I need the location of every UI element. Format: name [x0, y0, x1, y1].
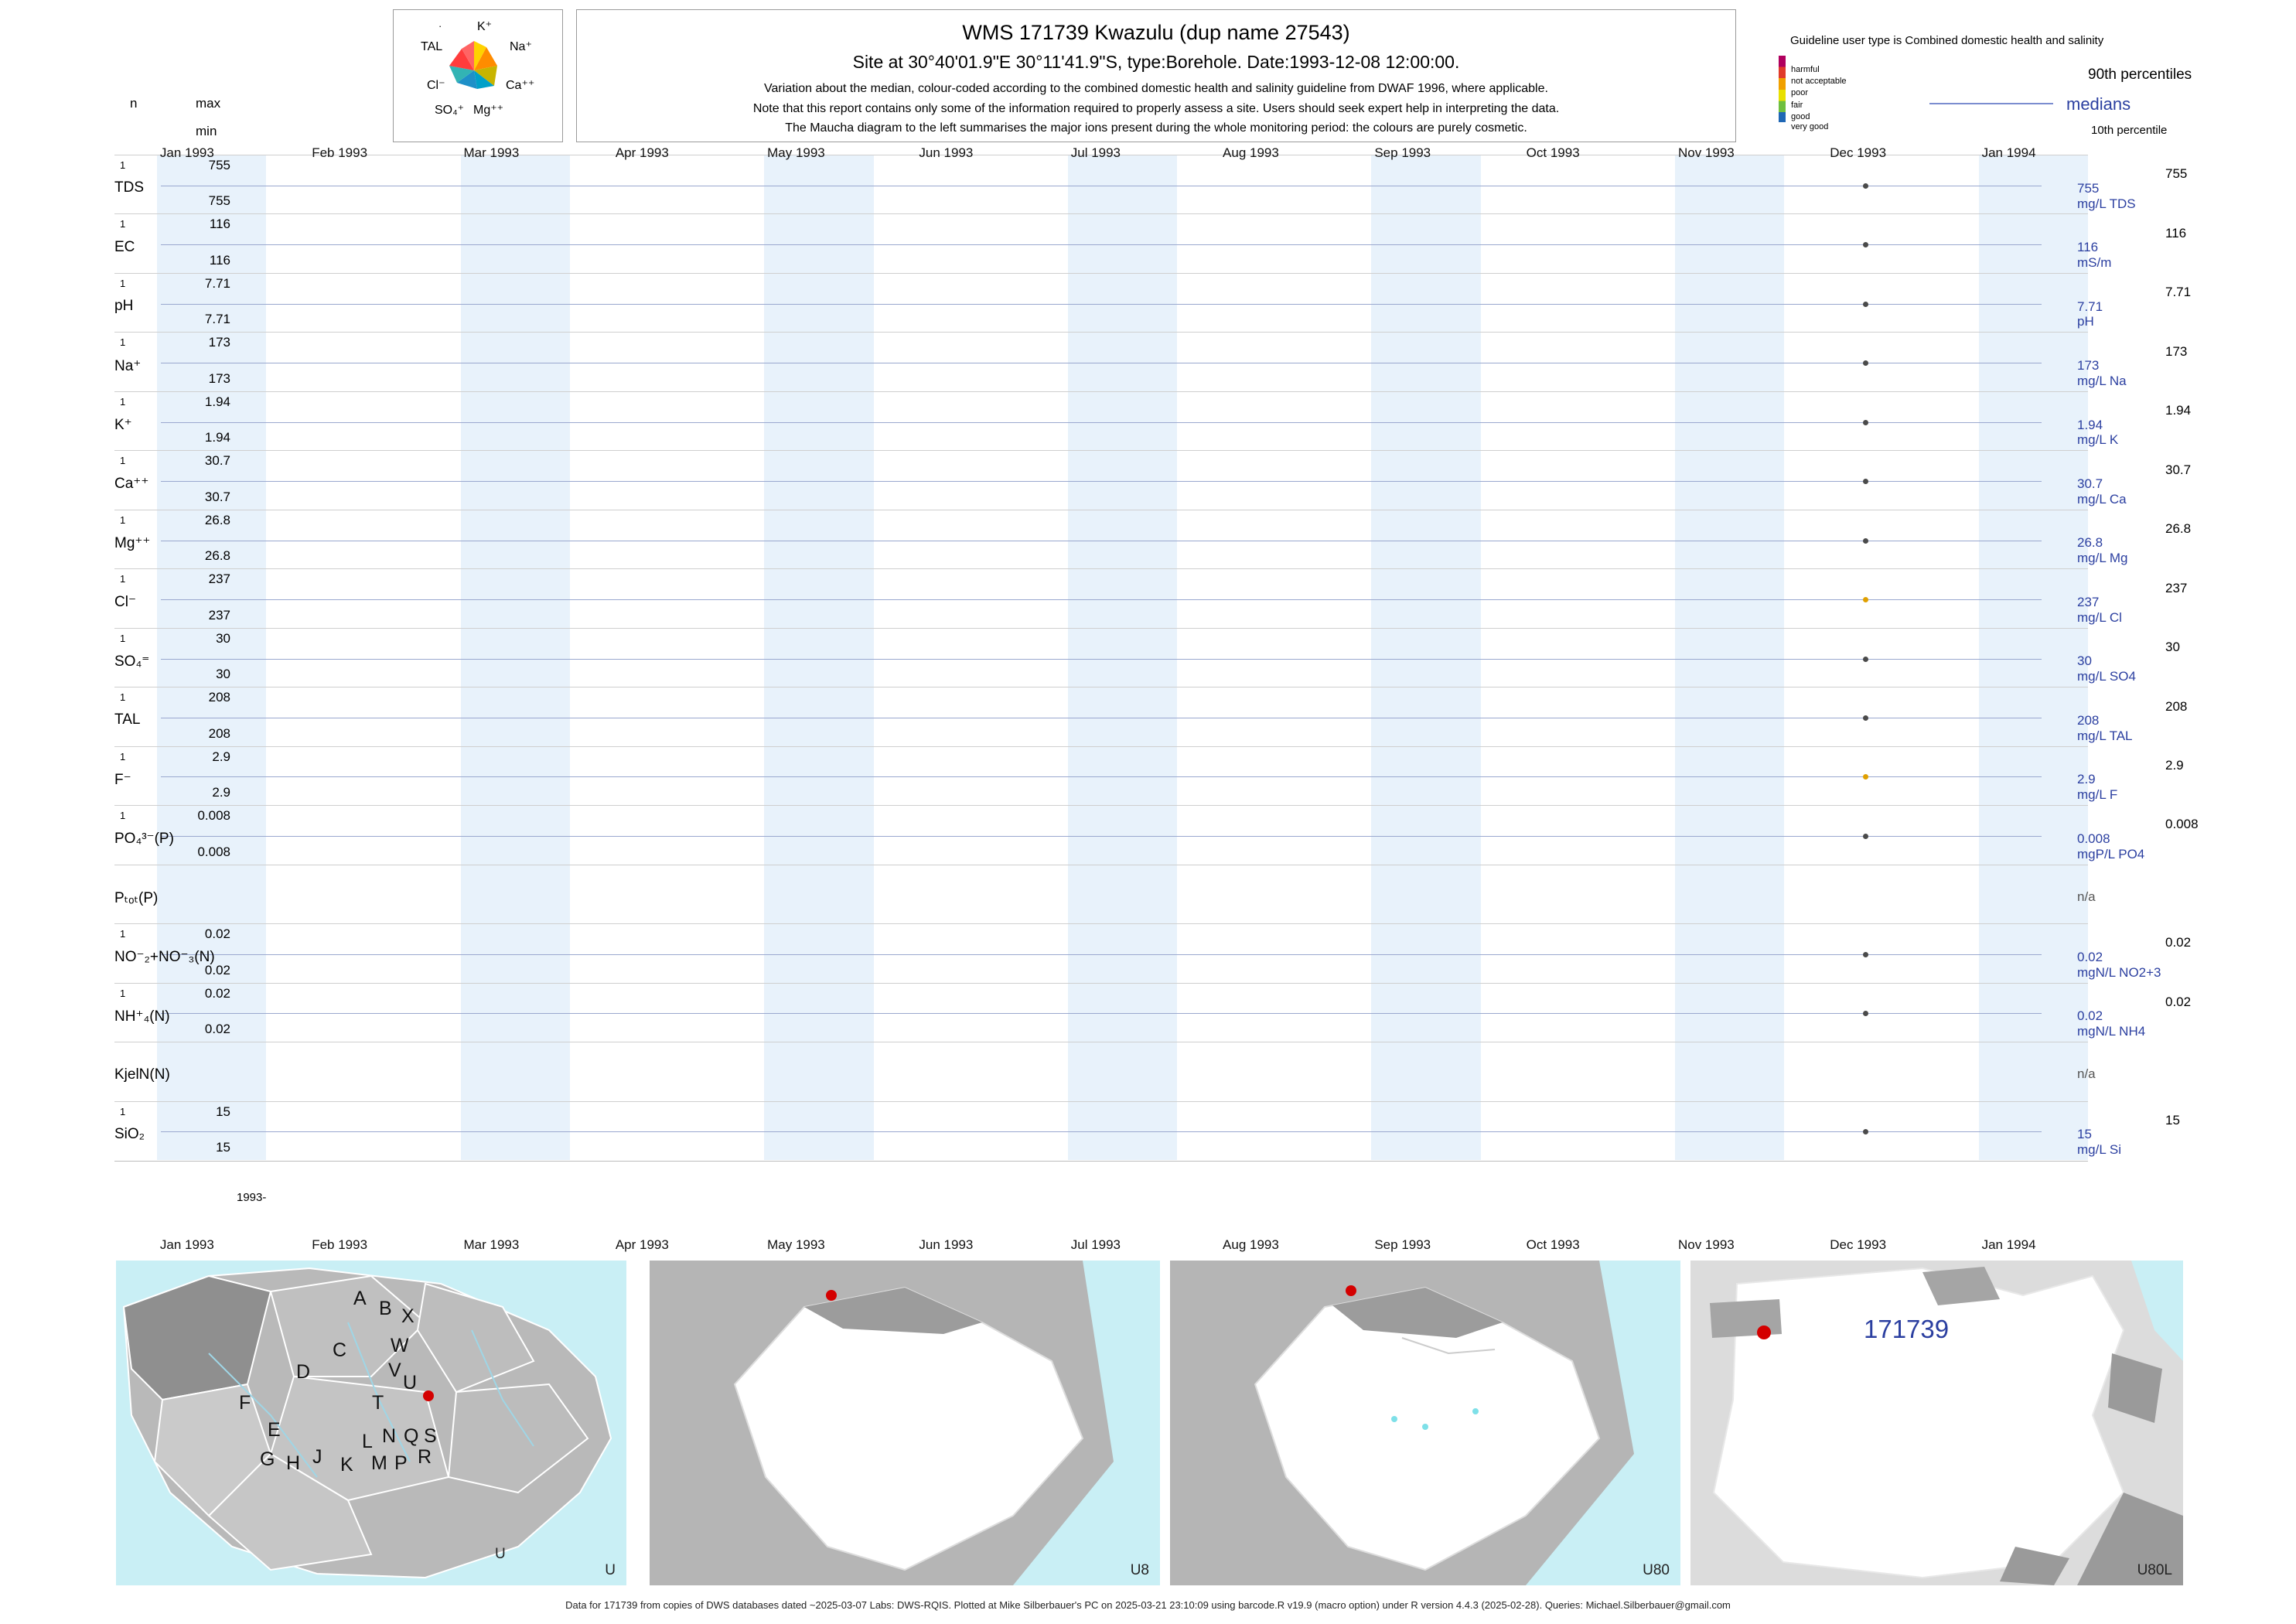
median-line [161, 1013, 2042, 1014]
svg-text:TAL: TAL [421, 40, 443, 53]
map-letter-V: V [388, 1360, 401, 1381]
variable-name: Ca⁺⁺ [114, 476, 149, 493]
variable-min: 755 [208, 193, 230, 209]
month-label-top: Jan 1993 [159, 145, 214, 160]
svg-text:·: · [438, 20, 442, 32]
maucha-diagram-box [393, 9, 563, 142]
month-label-top: Feb 1993 [312, 145, 368, 160]
median-line [161, 1131, 2042, 1132]
map-tertiary-svg [1170, 1261, 1680, 1585]
legend-label-good: good [1791, 112, 1810, 121]
variable-percentile-value: 30.7 [2165, 462, 2192, 477]
variable-median-value: 0.008 [2077, 831, 2110, 846]
variable-count: 1 [120, 218, 126, 230]
variable-percentile-value: 116 [2165, 225, 2187, 241]
site-marker [423, 1390, 434, 1401]
month-band [157, 155, 266, 1160]
variable-count: 1 [120, 277, 126, 289]
svg-text:SO₄⁺: SO₄⁺ [435, 104, 465, 117]
variable-count: 1 [120, 928, 126, 940]
month-band [764, 155, 873, 1160]
variable-median-value: 2.9 [2077, 772, 2096, 787]
month-band [1371, 155, 1480, 1160]
variable-percentile-value: 208 [2165, 698, 2188, 714]
month-label-bottom: May 1993 [767, 1237, 825, 1252]
row-separator [114, 628, 2088, 629]
variable-min: 2.9 [212, 785, 230, 800]
variable-count: 1 [120, 455, 126, 467]
map-code-U80L: U80L [2137, 1562, 2172, 1578]
map-letter-X: X [401, 1305, 415, 1327]
variable-median-value: 237 [2077, 594, 2100, 609]
variable-max: 208 [208, 690, 230, 705]
variable-unit: mg/L Ca [2077, 491, 2127, 507]
variable-max: 30 [216, 630, 230, 646]
note-line-2: Note that this report contains only some of the information required to properly assess a site. Users should seek expert help in interpreting the data. [752, 101, 1560, 115]
variable-min: 7.71 [204, 312, 230, 327]
variable-min: 0.02 [204, 962, 230, 977]
variable-name: SiO₂ [114, 1125, 145, 1142]
variable-percentile-value: 15 [2165, 1112, 2180, 1128]
variable-name: Pₜₒₜ(P) [114, 889, 159, 906]
variable-unit: mgN/L NH4 [2077, 1024, 2146, 1039]
variable-unit: mg/L F [2077, 787, 2118, 803]
legend-label-poor: poor [1791, 88, 1809, 97]
variable-name: pH [114, 298, 134, 315]
median-line [161, 244, 2042, 245]
variable-percentile-value: 7.71 [2165, 285, 2192, 300]
variable-max: 30.7 [204, 453, 230, 469]
month-label-top: Apr 1993 [615, 145, 669, 160]
variable-unit: mg/L Cl [2077, 609, 2122, 625]
median-line [161, 776, 2042, 777]
map-letter-U: U [403, 1372, 418, 1394]
svg-text:Mg⁺⁺: Mg⁺⁺ [473, 104, 504, 117]
variable-min: 30.7 [204, 489, 230, 504]
row-separator [114, 568, 2088, 569]
col-header-min: min [196, 124, 217, 138]
month-label-top: Jul 1993 [1070, 145, 1121, 160]
month-label-bottom: Dec 1993 [1830, 1237, 1887, 1252]
month-band [1675, 155, 1784, 1160]
variable-percentile-value: 0.02 [2165, 994, 2192, 1009]
month-band [1979, 155, 2088, 1160]
row-separator [114, 746, 2088, 747]
maucha-diagram-svg [394, 10, 561, 140]
variable-name: SO₄⁼ [114, 653, 150, 670]
variable-min: 116 [209, 252, 230, 268]
map-letter-N: N [382, 1425, 397, 1447]
map-letter-F: F [239, 1392, 251, 1414]
variable-count: 1 [120, 987, 126, 999]
variable-name: PO₄³⁻(P) [114, 831, 174, 848]
month-band [1068, 155, 1177, 1160]
note-line-1: Variation about the median, colour-coded according to the combined domestic health and salinity guideline from DWAF 1996, where applicable. [764, 82, 1548, 95]
variable-max: 237 [208, 571, 230, 587]
variable-value-na: n/a [2077, 1066, 2096, 1082]
variable-min: 173 [208, 370, 230, 386]
variable-unit: mg/L TAL [2077, 728, 2133, 743]
variable-count: 1 [120, 632, 126, 644]
variable-unit: mg/L TDS [2077, 196, 2136, 211]
median-line [161, 422, 2042, 423]
variable-median-value: 0.02 [2077, 1008, 2103, 1024]
map-secondary-svg [650, 1261, 1160, 1585]
row-separator [114, 923, 2088, 924]
month-label-top: Oct 1993 [1526, 145, 1580, 160]
median-line [161, 599, 2042, 600]
variable-median-value: 15 [2077, 1127, 2092, 1142]
month-label-bottom: Aug 1993 [1223, 1237, 1279, 1252]
variable-count: 1 [120, 810, 126, 822]
map-national[interactable] [116, 1261, 626, 1585]
map-letter-P: P [394, 1452, 408, 1474]
map-letter-L: L [362, 1431, 373, 1452]
map-letter-B: B [379, 1298, 392, 1319]
month-band [461, 155, 570, 1160]
map-code-U80: U80 [1643, 1562, 1670, 1578]
variable-count: 1 [120, 336, 126, 349]
month-label-bottom: Apr 1993 [615, 1237, 669, 1252]
map-letter-C: C [333, 1339, 347, 1361]
variable-value-na: n/a [2077, 889, 2096, 904]
variable-median-value: 208 [2077, 712, 2100, 728]
map-letter-R: R [418, 1446, 432, 1468]
svg-text:K⁺: K⁺ [477, 20, 493, 33]
month-label-bottom: Mar 1993 [463, 1237, 520, 1252]
variable-count: 1 [120, 691, 126, 704]
median-line [161, 304, 2042, 305]
site-marker [1346, 1285, 1356, 1296]
variable-min: 0.008 [197, 844, 230, 859]
variable-unit: mgP/L PO4 [2077, 846, 2145, 861]
variable-count: 1 [120, 395, 126, 408]
variable-median-value: 26.8 [2077, 535, 2103, 551]
site-number-label: 171739 [1864, 1315, 1950, 1343]
col-header-max: max [196, 96, 221, 111]
row-separator [114, 805, 2088, 806]
legend-label-harmful: harmful [1791, 65, 1820, 74]
variable-count: 1 [120, 573, 126, 585]
variable-percentile-value: 173 [2165, 343, 2188, 359]
variable-percentile-value: 2.9 [2165, 758, 2184, 773]
legend-label-very-good: very good [1791, 122, 1829, 131]
variable-unit: mgN/L NO2+3 [2077, 964, 2161, 980]
map-code-U8: U8 [1130, 1562, 1149, 1578]
col-header-n: n [130, 96, 138, 111]
legend-label-not-acceptable: not acceptable [1791, 77, 1847, 86]
month-label-top: Aug 1993 [1223, 145, 1279, 160]
map-letter-M: M [371, 1452, 387, 1474]
row-separator [114, 450, 2088, 451]
variable-max: 0.02 [204, 926, 230, 942]
variable-min: 208 [208, 725, 230, 741]
variable-name: Cl⁻ [114, 594, 136, 611]
median-line [161, 836, 2042, 837]
guideline-colour-legend [1779, 56, 1786, 122]
map-letter-D: D [296, 1361, 311, 1383]
map-letter-T: T [372, 1392, 384, 1414]
page-title: WMS 171739 Kwazulu (dup name 27543) [962, 21, 1350, 44]
svg-text:Ca⁺⁺: Ca⁺⁺ [506, 79, 535, 92]
row-separator [114, 391, 2088, 392]
median-line [161, 481, 2042, 482]
variable-percentile-value: 755 [2165, 166, 2188, 182]
map-letter-A: A [353, 1288, 367, 1309]
note-line-3: The Maucha diagram to the left summarises the major ions present during the whole monitoring period: the colours are purely cosmetic. [785, 121, 1527, 135]
site-marker [1757, 1325, 1771, 1339]
variable-max: 755 [208, 158, 230, 172]
variable-median-value: 173 [2077, 358, 2100, 374]
map-letter-W: W [391, 1335, 409, 1356]
variable-percentile-value: 0.02 [2165, 935, 2192, 950]
median-line [161, 954, 2042, 955]
map-quaternary-svg [1690, 1261, 2183, 1585]
row-separator [114, 1101, 2088, 1102]
map-tertiary[interactable] [1170, 1261, 1680, 1585]
variable-min: 30 [216, 667, 230, 682]
map-letter-S: S [424, 1425, 437, 1447]
map-letter-J: J [312, 1446, 322, 1468]
variable-min: 237 [208, 607, 230, 623]
variable-min: 1.94 [204, 430, 230, 445]
month-label-bottom: Nov 1993 [1677, 1237, 1735, 1252]
variable-unit: pH [2077, 314, 2094, 329]
row-separator [114, 273, 2088, 274]
variable-name: K⁺ [114, 417, 132, 433]
variable-min: 26.8 [204, 548, 230, 564]
variable-percentile-value: 26.8 [2165, 521, 2192, 537]
year-tick-label: 1993- [237, 1191, 267, 1204]
map-letter-K: K [340, 1454, 353, 1476]
percentile-90-label: 90th percentiles [2088, 67, 2192, 83]
variable-unit: mS/m [2077, 255, 2112, 270]
footer-text: Data for 171739 from copies of DWS databases dated ~2025-03-07 Labs: DWS-RQIS. Plotted at Mike Silberbauer's PC on 2025-03-21 23:10:09 using barcode.R v19.9 (macro option) under R version 4.4.3 (2025-02-28). Queries: Michael.Silberbauer@gmail.com [565, 1599, 1731, 1611]
month-label-top: Dec 1993 [1830, 145, 1887, 160]
map-quaternary[interactable] [1690, 1261, 2183, 1585]
medians-label: medians [2066, 94, 2131, 114]
month-label-top: Nov 1993 [1677, 145, 1735, 160]
guideline-text: Guideline user type is Combined domestic health and salinity [1790, 34, 2104, 47]
variable-min: 0.02 [204, 1022, 230, 1037]
variable-median-value: 116 [2077, 240, 2099, 255]
variable-count: 1 [120, 750, 126, 763]
row-separator [114, 332, 2088, 333]
title-box [576, 9, 1736, 142]
median-line-sample [1929, 103, 2053, 104]
variable-max: 2.9 [212, 749, 230, 764]
map-letter-Q: Q [404, 1425, 419, 1447]
variable-max: 0.02 [204, 985, 230, 1001]
variable-name: Na⁺ [114, 357, 142, 374]
variable-name: EC [114, 238, 135, 255]
site-subtitle: Site at 30°40'01.9"E 30°11'41.9"S, type:Borehole. Date:1993-12-08 12:00:00. [852, 52, 1460, 72]
variable-max: 26.8 [204, 512, 230, 527]
month-label-top: Jun 1993 [919, 145, 974, 160]
variable-max: 7.71 [204, 275, 230, 291]
variable-max: 173 [208, 335, 230, 350]
legend-label-fair: fair [1791, 101, 1803, 110]
variable-name: NH⁺₄(N) [114, 1008, 170, 1025]
month-label-bottom: Jan 1993 [159, 1237, 214, 1252]
variable-percentile-value: 30 [2165, 640, 2180, 655]
variable-unit: mg/L K [2077, 432, 2119, 448]
variable-median-value: 7.71 [2077, 299, 2103, 314]
variable-max: 1.94 [204, 394, 230, 409]
svg-text:U: U [495, 1546, 506, 1562]
variable-percentile-value: 1.94 [2165, 403, 2192, 418]
variable-max: 0.008 [197, 808, 230, 824]
month-label-bottom: Oct 1993 [1526, 1237, 1580, 1252]
map-secondary[interactable] [650, 1261, 1160, 1585]
month-label-top: Mar 1993 [463, 145, 520, 160]
map-national-svg [116, 1261, 626, 1585]
variable-median-value: 30.7 [2077, 476, 2103, 491]
variable-median-value: 1.94 [2077, 417, 2103, 432]
variable-name: NO⁻₂+NO⁻₃(N) [114, 949, 215, 966]
month-label-bottom: Jun 1993 [919, 1237, 974, 1252]
median-line [161, 659, 2042, 660]
variable-name: Mg⁺⁺ [114, 534, 151, 551]
month-label-top: Jan 1994 [1981, 145, 2036, 160]
variable-percentile-value: 237 [2165, 580, 2188, 595]
variable-median-value: 755 [2077, 180, 2100, 196]
map-letter-G: G [260, 1448, 275, 1470]
month-label-bottom: Feb 1993 [312, 1237, 368, 1252]
variable-unit: mg/L Na [2077, 373, 2127, 388]
variable-percentile-value: 0.008 [2165, 817, 2199, 832]
variable-name: TDS [114, 179, 144, 196]
row-separator [114, 213, 2088, 214]
month-label-bottom: Sep 1993 [1374, 1237, 1431, 1252]
month-label-top: May 1993 [767, 145, 825, 160]
variable-count: 1 [120, 513, 126, 526]
month-label-bottom: Jul 1993 [1070, 1237, 1121, 1252]
svg-text:Cl⁻: Cl⁻ [427, 79, 445, 92]
site-marker [826, 1290, 837, 1301]
variable-max: 15 [216, 1104, 230, 1119]
map-code-U: U [605, 1562, 616, 1578]
variable-max: 116 [209, 217, 230, 232]
variable-median-value: 30 [2077, 653, 2092, 669]
variable-median-value: 0.02 [2077, 949, 2103, 964]
variable-unit: mg/L Si [2077, 1142, 2122, 1158]
variable-name: F⁻ [114, 771, 131, 788]
month-label-bottom: Jan 1994 [1981, 1237, 2036, 1252]
month-label-top: Sep 1993 [1374, 145, 1431, 160]
map-letter-E: E [268, 1419, 281, 1441]
map-letter-H: H [286, 1452, 301, 1474]
row-separator [114, 983, 2088, 984]
variable-count: 1 [120, 1105, 126, 1117]
variable-min: 15 [216, 1140, 230, 1155]
variable-unit: mg/L SO4 [2077, 669, 2136, 684]
variable-unit: mg/L Mg [2077, 551, 2128, 566]
variable-count: 1 [120, 159, 126, 171]
data-point [1863, 657, 1868, 662]
variable-name: TAL [114, 711, 141, 728]
percentile-10-label: 10th percentile [2091, 124, 2168, 137]
svg-text:Na⁺: Na⁺ [510, 40, 532, 53]
variable-name: KjelN(N) [114, 1066, 170, 1083]
